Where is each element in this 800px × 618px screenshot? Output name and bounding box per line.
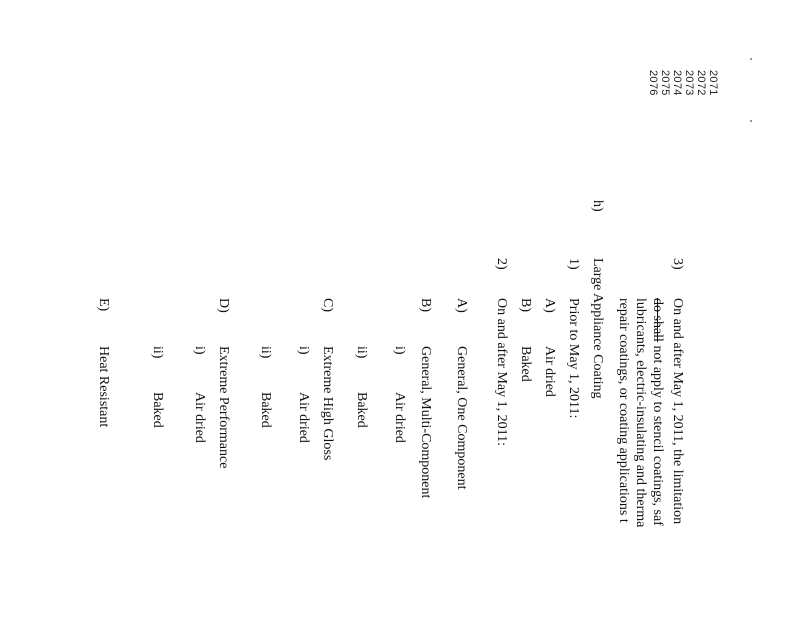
sub-1-a-text: Air dried [542,346,557,397]
sub-2-d-ii-text: Baked [150,392,165,428]
sub-2-d-marker: D) [216,298,231,313]
sub-2-a-text: General, One Component [454,346,469,490]
section-3-line-4: repair coatings, or coating applications t [616,298,631,523]
line-number-2072: 2072 [695,70,707,96]
line-number-2074: 2074 [671,70,683,96]
line-number-2073: 2073 [683,70,695,96]
scan-speck [750,120,752,122]
line-number-2076: 2076 [647,70,659,96]
sub-2-e-marker: E) [96,298,111,312]
sub-2-e-text: Heat Resistant [96,346,111,428]
sub-1-text: Prior to May 1, 2011: [566,298,581,419]
line-number-2071: 2071 [707,70,719,96]
sub-2-c-i-text: Air dried [296,392,311,443]
sub-2-b-i-text: Air dried [392,392,407,443]
sub-2-b-ii-text: Baked [354,392,369,428]
section-3-line-2-rest: not apply to stencil coatings, saf [650,341,665,526]
sub-1-a-marker: A) [542,298,557,313]
line-number-2075: 2075 [659,70,671,96]
sub-2-a-marker: A) [454,298,469,313]
sub-1-b-text: Baked [518,346,533,382]
section-3-line-1: On and after May 1, 2011, the limitation [670,298,685,525]
item-h-marker: h) [590,200,605,212]
sub-1-marker: 1) [566,258,581,270]
item-h-title: Large Appliance Coating [590,258,605,399]
struck-text: do shall [650,298,665,342]
sub-2-c-i-marker: i) [296,346,311,355]
section-3-marker: 3) [670,258,685,270]
sub-2-b-text: General, Multi-Component [418,346,433,499]
scan-speck [750,58,752,60]
sub-2-b-marker: B) [418,298,433,312]
sub-2-c-ii-text: Baked [258,392,273,428]
section-3-line-2 [650,298,664,526]
sub-2-c-marker: C) [320,298,335,312]
sub-2-d-i-marker: i) [192,346,207,355]
sub-2-c-text: Extreme High Gloss [320,346,335,461]
sub-1-b-marker: B) [518,298,533,312]
sub-2-d-ii-marker: ii) [150,346,165,359]
sub-2-b-i-marker: i) [392,346,407,355]
sub-2-marker: 2) [494,258,509,270]
sub-2-d-i-text: Air dried [192,392,207,443]
sub-2-b-ii-marker: ii) [354,346,369,359]
section-3-line-3: lubricants, electric-insulating and therma [633,298,648,528]
sub-2-c-ii-marker: ii) [258,346,273,359]
sub-2-d-text: Extreme Performance [216,346,231,469]
sub-2-text: On and after May 1, 2011: [494,298,509,446]
